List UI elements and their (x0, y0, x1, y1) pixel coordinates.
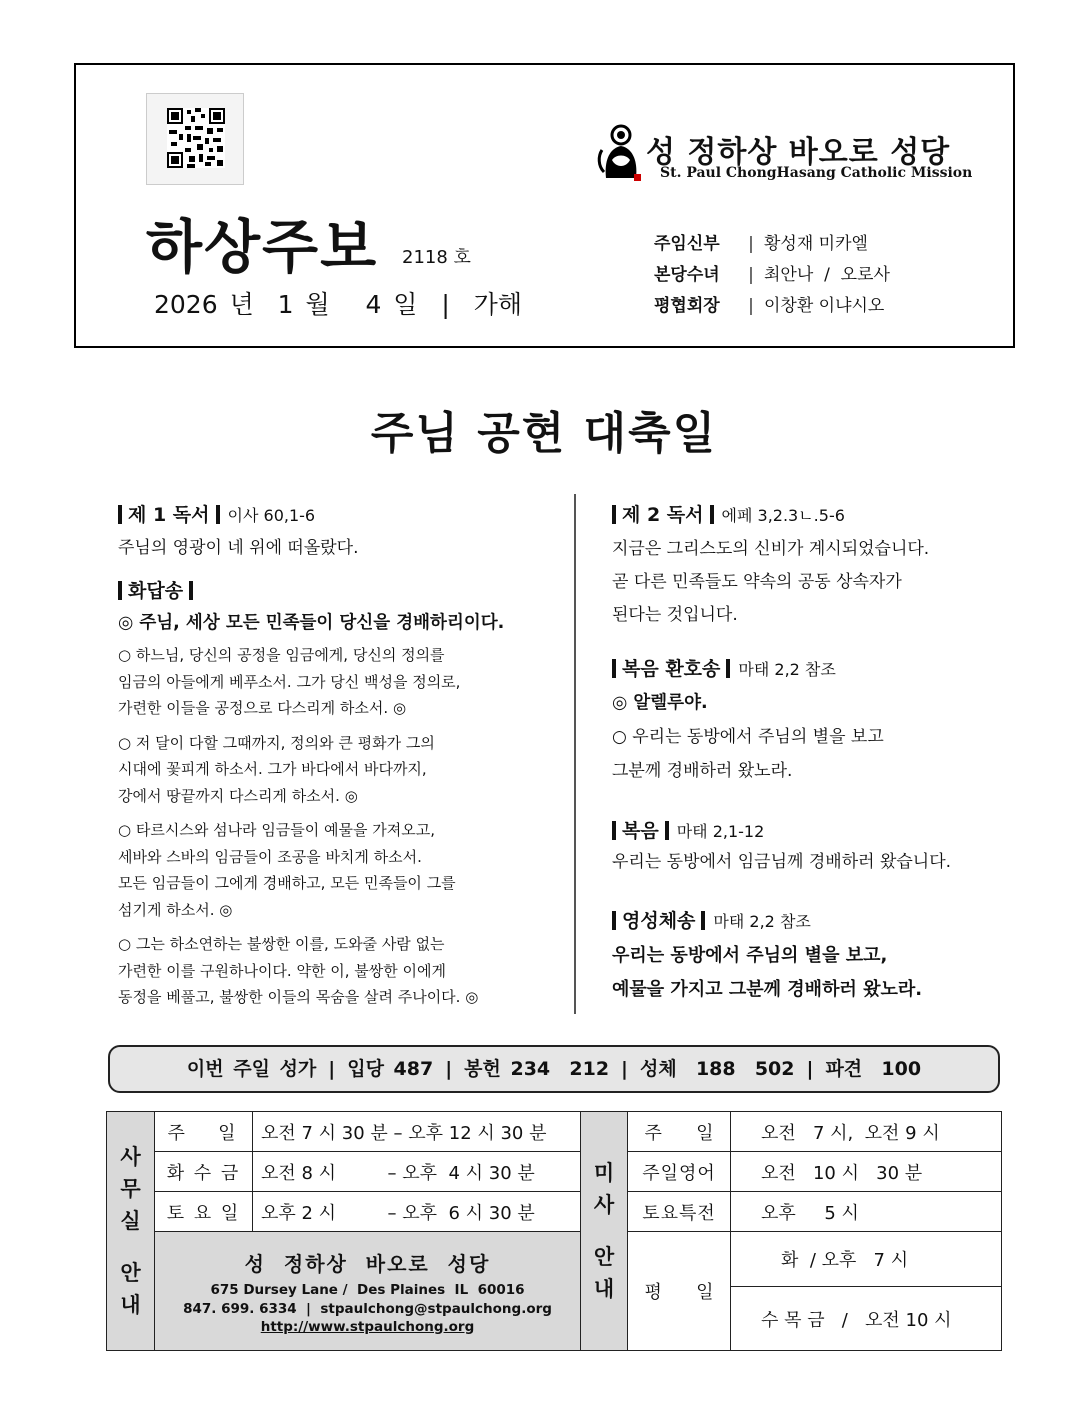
mass-day: 주일영어 (627, 1151, 731, 1192)
heading-bar (612, 911, 616, 930)
right-column (612, 500, 1032, 1007)
staff-row-pastor (654, 229, 890, 260)
mass-heading-char: 미 (593, 1161, 615, 1185)
office-day: 주 일 (154, 1111, 253, 1152)
office-heading-char: 무 (120, 1177, 141, 1201)
communion-label: 영성체송 (622, 910, 696, 932)
staff-role: 본당수녀 (654, 265, 720, 285)
hymn-bar (108, 1045, 1000, 1093)
mass-heading-char: 안 (593, 1245, 615, 1269)
qr-code-icon (167, 108, 225, 168)
address-contact[interactable]: 847. 699. 6334 | stpaulchong@stpaulchong.org (183, 1300, 552, 1317)
bulletin-title: 하상주보 (146, 213, 379, 281)
heading-bar (612, 659, 616, 678)
verse-line: ○ 하느님, 당신의 공정을 임금에게, 당신의 정의를 (118, 646, 445, 664)
verse-line: ○ 타르시스와 섬나라 임금들이 예물을 가져오고, (118, 821, 436, 839)
verse-line: 모든 임금들이 그에게 경배하고, 모든 민족들이 그를 (118, 874, 456, 892)
communion-antiphon (612, 939, 1032, 1007)
acclamation-ref: 마태 2,2 참조 (738, 660, 836, 679)
office-heading-char: 내 (120, 1293, 141, 1317)
mass-time: 오전 10 시 30 분 (730, 1151, 1002, 1192)
gospel-ref: 마태 2,1-12 (676, 822, 765, 841)
text-line: 그분께 경배하러 왔노라. (612, 761, 793, 781)
saint-portrait-icon (596, 120, 646, 186)
office-time: 오전 8 시 – 오후 4 시 30 분 (252, 1151, 581, 1192)
text-line: 곧 다른 민족들도 약속의 공동 상속자가 (612, 572, 902, 592)
psalm-verse (118, 931, 568, 1011)
text-line: ○ 우리는 동방에서 주님의 별을 보고 (612, 727, 884, 747)
separator: | (328, 1058, 336, 1080)
verse-line: ○ 저 달이 다할 그때까지, 정의와 큰 평화가 그의 (118, 733, 435, 752)
separator: | (445, 1058, 453, 1080)
heading-bar (701, 911, 705, 930)
psalm-verse (118, 817, 568, 923)
staff-row-council (654, 291, 890, 322)
hymn-title: 이번 주일 성가 (186, 1058, 317, 1080)
church-address (154, 1231, 581, 1351)
office-time: 오전 7 시 30 분 – 오후 12 시 30 분 (252, 1111, 581, 1152)
office-heading-char: 안 (120, 1261, 141, 1285)
acclamation-refrain: ◎ 알렐루야. (612, 693, 708, 713)
staff-role: 평협회장 (654, 296, 720, 316)
psalm-refrain: ◎ 주님, 세상 모든 민족들이 당신을 경배하리이다. (118, 613, 505, 633)
acclamation-verse (612, 720, 1032, 788)
staff-row-sister (654, 260, 890, 291)
staff-list (654, 229, 890, 322)
website-link[interactable]: http://www.stpaulchong.org (260, 1318, 475, 1335)
verse-line: 임금의 아들에게 베푸소서. 그가 당신 백성을 정의로, (118, 672, 461, 691)
hymn-recessional: 파견 100 (825, 1058, 922, 1080)
office-day: 토 요 일 (154, 1191, 253, 1232)
office-day: 화 수 금 (154, 1151, 253, 1192)
office-time: 오후 2 시 – 오후 6 시 30 분 (252, 1191, 581, 1232)
mass-day: 주 일 (627, 1111, 731, 1152)
acclamation-label: 복음 환호송 (622, 658, 721, 680)
office-heading (106, 1111, 155, 1351)
address-street: 675 Dursey Lane / Des Plaines IL 60016 (210, 1281, 525, 1298)
heading-bar (612, 505, 616, 524)
issue-number: 2118 호 (402, 247, 471, 268)
heading-bar (189, 581, 193, 600)
heading-bar (612, 821, 616, 840)
heading-bar (216, 505, 220, 524)
bulletin-header (74, 63, 1015, 348)
verse-line: 가련한 이들을 공정으로 다스리게 하소서. ◎ (118, 699, 407, 717)
heading-bar (118, 505, 122, 524)
mass-heading-char: 내 (593, 1277, 615, 1301)
staff-name: 황성재 미카엘 (764, 234, 868, 254)
verse-line: 가련한 이를 구원하나이다. 약한 이, 불쌍한 이에게 (118, 961, 446, 980)
hymn-offertory: 봉헌 234 212 (464, 1058, 610, 1080)
text-line: 우리는 동방에서 주님의 별을 보고, (612, 945, 888, 966)
separator: | (748, 265, 754, 285)
text-line: 예물을 가지고 그분께 경배하러 왔노라. (612, 979, 923, 1000)
heading-bar (118, 581, 122, 600)
mass-day: 토요특전 (627, 1191, 731, 1232)
office-heading-char: 실 (120, 1209, 141, 1233)
reading2-heading (612, 500, 1032, 527)
psalm-verse (118, 642, 568, 722)
mass-weekday-time: 화 / 오후 7 시 (730, 1231, 1002, 1287)
communion-ref: 마태 2,2 참조 (713, 912, 811, 931)
reading1-ref: 이사 60,1-6 (227, 506, 316, 525)
psalm-verse (118, 730, 568, 810)
office-heading-char: 사 (120, 1145, 141, 1169)
verse-line: 섬기게 하소서. ◎ (118, 900, 233, 919)
mass-heading-char: 사 (593, 1193, 615, 1217)
reading1-text: 주님의 영광이 네 위에 떠올랐다. (118, 538, 359, 558)
qr-code[interactable] (146, 93, 244, 185)
gospel-heading (612, 816, 1032, 843)
hymn-communion: 성체 188 502 (640, 1058, 795, 1080)
separator: | (748, 234, 754, 254)
reading2-ref: 에페 3,2.3ㄴ.5-6 (721, 506, 845, 525)
mass-time: 오후 5 시 (730, 1191, 1002, 1232)
verse-line: 강에서 땅끝까지 다스리게 하소서. ◎ (118, 786, 358, 805)
heading-bar (665, 821, 669, 840)
text-line: 된다는 것입니다. (612, 605, 738, 625)
heading-bar (726, 659, 730, 678)
staff-name: 이창환 이냐시오 (764, 296, 885, 316)
acclamation-heading (612, 654, 1032, 681)
verse-line: ○ 그는 하소연하는 불쌍한 이를, 도와줄 사람 없는 (118, 935, 445, 953)
left-column (118, 500, 568, 1011)
address-church-name: 성 정하상 바오로 성당 (244, 1251, 491, 1276)
verse-line: 세바와 스바의 임금들이 조공을 바치게 하소서. (118, 847, 422, 866)
separator: | (748, 296, 754, 316)
gospel-text: 우리는 동방에서 임금님께 경배하러 왔습니다. (612, 852, 952, 872)
reading2-label: 제 2 독서 (622, 504, 704, 526)
staff-name: 최안나 / 오로사 (764, 265, 890, 285)
staff-role: 주임신부 (654, 234, 720, 254)
psalm-label: 화답송 (128, 580, 184, 602)
reading1-label: 제 1 독서 (128, 504, 210, 526)
church-name-korean: 성 정하상 바오로 성당 (646, 135, 951, 170)
separator: | (621, 1058, 628, 1080)
psalm-heading (118, 576, 568, 603)
column-divider (574, 494, 576, 1014)
reading2-text (612, 533, 1032, 632)
heading-bar (710, 505, 714, 524)
verse-line: 시대에 꽃피게 하소서. 그가 바다에서 바다까지, (118, 760, 427, 778)
text-line: 지금은 그리스도의 신비가 계시되었습니다. (612, 539, 930, 559)
issue-date: 2026 년 1 월 4 일 | 가해 (154, 290, 522, 319)
communion-heading (612, 906, 1032, 933)
info-table (106, 1111, 1002, 1351)
feast-title: 주님 공현 대축일 (370, 408, 718, 459)
mass-time: 오전 7 시, 오전 9 시 (730, 1111, 1002, 1152)
mass-weekday-time: 수 목 금 / 오전 10 시 (730, 1286, 1002, 1351)
hymn-entrance: 입당 487 (347, 1058, 434, 1080)
separator: | (806, 1058, 814, 1080)
church-name-english: St. Paul ChongHasang Catholic Mission (660, 165, 973, 181)
mass-weekday-label: 평 일 (627, 1231, 731, 1351)
verse-line: 동정을 베풀고, 불쌍한 이들의 목숨을 살려 주나이다. ◎ (118, 988, 479, 1006)
mass-heading (580, 1111, 628, 1351)
reading1-heading (118, 500, 568, 527)
gospel-label: 복음 (622, 820, 659, 842)
